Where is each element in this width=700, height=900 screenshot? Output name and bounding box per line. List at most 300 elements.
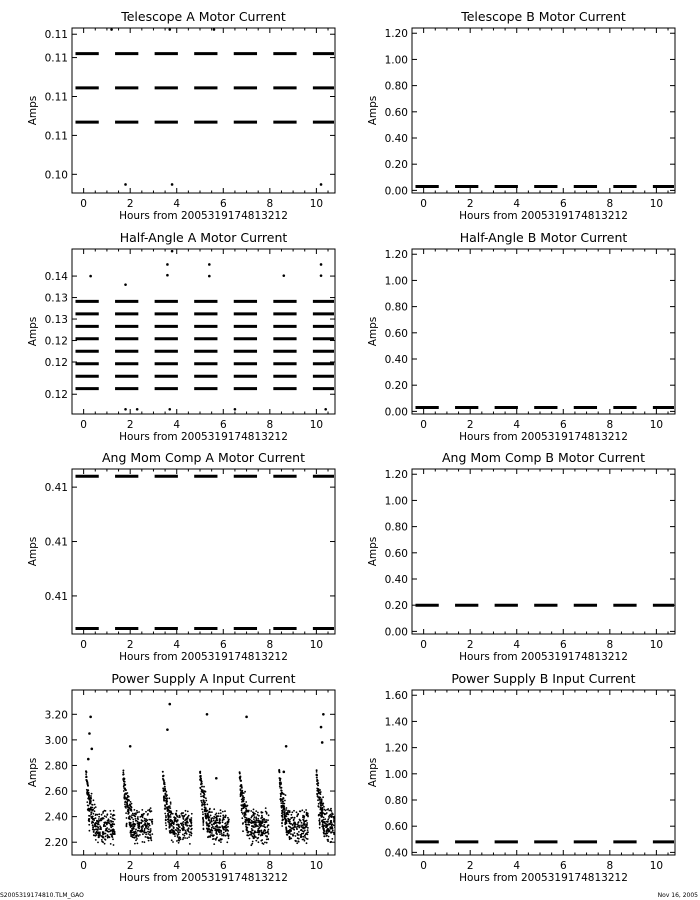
- data-point: [342, 809, 344, 811]
- data-point: [267, 825, 269, 827]
- data-point: [97, 829, 99, 831]
- data-point: [331, 810, 333, 812]
- data-point: [319, 818, 321, 820]
- data-point: [124, 784, 126, 786]
- data-point: [327, 819, 329, 821]
- data-point: [242, 797, 244, 799]
- data-point: [207, 829, 209, 831]
- data-point: [223, 834, 225, 836]
- outlier-point: [129, 745, 132, 748]
- data-point: [141, 829, 143, 831]
- data-point: [344, 827, 346, 829]
- data-point: [263, 831, 265, 833]
- data-point: [343, 836, 345, 838]
- data-point: [220, 830, 222, 832]
- data-point: [344, 824, 346, 826]
- data-point: [250, 810, 252, 812]
- data-point: [218, 813, 220, 815]
- data-point: [240, 780, 242, 782]
- data-point: [279, 771, 281, 773]
- data-point: [98, 816, 100, 818]
- data-point: [223, 828, 225, 830]
- data-point: [203, 803, 205, 805]
- x-tick-label: 2: [466, 419, 474, 431]
- data-point: [178, 840, 180, 842]
- x-tick-label: 6: [219, 639, 227, 651]
- y-tick-label: 0.11: [44, 29, 68, 42]
- chart-panel-8: [367, 671, 675, 884]
- data-point: [331, 838, 333, 840]
- outlier-point: [208, 275, 211, 278]
- data-point: [204, 813, 206, 815]
- data-point: [316, 774, 318, 776]
- data-point: [102, 811, 104, 813]
- chart-title: Power Supply A Input Current: [111, 671, 296, 686]
- y-tick-label: 0.41: [44, 536, 68, 549]
- y-tick-label: 0.00: [384, 406, 408, 419]
- data-point: [257, 818, 259, 820]
- data-point: [257, 830, 259, 832]
- data-point: [338, 828, 340, 830]
- data-point: [215, 814, 217, 816]
- data-point: [95, 814, 97, 816]
- data-point: [112, 823, 114, 825]
- data-point: [323, 806, 325, 808]
- data-point: [163, 798, 165, 800]
- data-point: [142, 816, 144, 818]
- x-tick-label: 4: [513, 419, 521, 431]
- data-point: [331, 816, 333, 818]
- data-point: [219, 823, 221, 825]
- outlier-point: [245, 716, 248, 719]
- data-point: [220, 815, 222, 817]
- data-point: [317, 784, 319, 786]
- data-point: [298, 825, 300, 827]
- data-point: [218, 828, 220, 830]
- data-point: [289, 811, 291, 813]
- data-point: [128, 817, 130, 819]
- data-point: [335, 819, 337, 821]
- data-point: [318, 806, 320, 808]
- data-point: [127, 805, 129, 807]
- data-point: [258, 832, 260, 834]
- data-point: [173, 826, 175, 828]
- data-point: [344, 830, 346, 832]
- data-point: [165, 816, 167, 818]
- data-point: [214, 822, 216, 824]
- data-point: [294, 823, 296, 825]
- data-point: [292, 824, 294, 826]
- data-point: [136, 810, 138, 812]
- data-point: [94, 810, 96, 812]
- data-point: [300, 826, 302, 828]
- data-point: [318, 789, 320, 791]
- x-tick-label: 2: [126, 639, 134, 651]
- data-point: [211, 811, 213, 813]
- data-point: [251, 820, 253, 822]
- data-point: [164, 808, 166, 810]
- data-point: [95, 834, 97, 836]
- data-point: [207, 814, 209, 816]
- data-point: [292, 827, 294, 829]
- data-point: [341, 824, 343, 826]
- data-point: [306, 824, 308, 826]
- plot-frame: [412, 249, 675, 414]
- data-point: [258, 841, 260, 843]
- data-point: [295, 840, 297, 842]
- data-point: [164, 789, 166, 791]
- data-point: [343, 822, 345, 824]
- data-point: [85, 773, 87, 775]
- y-tick-label: 1.20: [384, 469, 408, 482]
- data-point: [293, 819, 295, 821]
- data-point: [109, 836, 111, 838]
- data-point: [345, 821, 347, 823]
- data-point: [241, 810, 243, 812]
- data-point: [151, 821, 153, 823]
- data-point: [325, 835, 327, 837]
- data-point: [216, 815, 218, 817]
- outlier-point: [166, 274, 169, 277]
- data-point: [163, 775, 165, 777]
- data-point: [307, 834, 309, 836]
- data-point: [338, 831, 340, 833]
- data-point: [203, 795, 205, 797]
- data-point: [327, 839, 329, 841]
- x-tick-label: 0: [420, 860, 427, 872]
- data-point: [146, 828, 148, 830]
- outlier-point: [322, 713, 325, 716]
- data-point: [205, 818, 207, 820]
- data-point: [342, 840, 344, 842]
- data-point: [138, 811, 140, 813]
- data-point: [199, 772, 201, 774]
- data-point: [168, 821, 170, 823]
- y-axis-label: Amps: [27, 316, 39, 347]
- data-point: [326, 824, 328, 826]
- data-point: [102, 836, 104, 838]
- series-points: [75, 28, 334, 185]
- data-point: [261, 817, 263, 819]
- data-point: [151, 819, 153, 821]
- chart-panel-6: [367, 450, 675, 663]
- data-point: [202, 824, 204, 826]
- data-point: [135, 820, 137, 822]
- data-point: [241, 787, 243, 789]
- data-point: [287, 811, 289, 813]
- outlier-point: [88, 732, 91, 735]
- y-tick-label: 0.13: [44, 314, 68, 327]
- data-point: [105, 836, 107, 838]
- data-point: [129, 815, 131, 817]
- data-point: [168, 819, 170, 821]
- data-point: [249, 831, 251, 833]
- data-point: [150, 828, 152, 830]
- x-axis-label: Hours from 2005319174813212: [119, 210, 288, 222]
- data-point: [320, 791, 322, 793]
- y-tick-label: 0.00: [384, 626, 408, 639]
- data-point: [337, 822, 339, 824]
- data-point: [286, 831, 288, 833]
- data-point: [99, 828, 101, 830]
- data-point: [142, 813, 144, 815]
- data-point: [216, 826, 218, 828]
- data-point: [226, 841, 228, 843]
- data-point: [264, 842, 266, 844]
- x-tick-label: 0: [420, 419, 427, 431]
- data-point: [302, 815, 304, 817]
- data-point: [88, 820, 90, 822]
- data-point: [178, 833, 180, 835]
- data-point: [249, 834, 251, 836]
- chart-title: Half-Angle A Motor Current: [119, 230, 288, 245]
- data-point: [133, 828, 135, 830]
- data-point: [261, 831, 263, 833]
- plot-frame: [72, 469, 335, 634]
- data-point: [211, 824, 213, 826]
- data-point: [149, 834, 151, 836]
- data-point: [205, 814, 207, 816]
- data-point: [343, 820, 345, 822]
- data-point: [133, 834, 135, 836]
- data-point: [132, 813, 134, 815]
- data-point: [343, 838, 345, 840]
- data-point: [183, 824, 185, 826]
- data-point: [126, 802, 128, 804]
- data-point: [266, 842, 268, 844]
- data-point: [208, 831, 210, 833]
- data-point: [176, 810, 178, 812]
- data-point: [342, 835, 344, 837]
- y-tick-label: 0.80: [384, 301, 408, 314]
- y-axis-label: Amps: [27, 95, 39, 126]
- data-point: [228, 837, 230, 839]
- data-point: [303, 820, 305, 822]
- data-point: [190, 835, 192, 837]
- data-point: [93, 807, 95, 809]
- data-point: [241, 812, 243, 814]
- data-point: [343, 814, 345, 816]
- y-axis-label: Amps: [367, 536, 379, 567]
- x-tick-label: 10: [309, 860, 324, 872]
- outlier-point: [171, 183, 174, 186]
- outlier-point: [124, 183, 127, 186]
- data-point: [88, 794, 90, 796]
- data-point: [252, 833, 254, 835]
- data-point: [289, 830, 291, 832]
- data-point: [86, 801, 88, 803]
- data-point: [264, 829, 266, 831]
- data-point: [209, 829, 211, 831]
- data-point: [123, 778, 125, 780]
- data-point: [163, 800, 165, 802]
- data-point: [173, 816, 175, 818]
- data-point: [323, 833, 325, 835]
- data-point: [307, 829, 309, 831]
- x-tick-label: 2: [126, 419, 134, 431]
- data-point: [206, 823, 208, 825]
- data-point: [213, 818, 215, 820]
- data-point: [318, 792, 320, 794]
- x-tick-label: 8: [266, 419, 274, 431]
- data-point: [293, 829, 295, 831]
- data-point: [344, 828, 346, 830]
- data-point: [132, 819, 134, 821]
- data-point: [185, 810, 187, 812]
- data-point: [338, 824, 340, 826]
- data-point: [297, 822, 299, 824]
- data-point: [170, 803, 172, 805]
- data-point: [200, 800, 202, 802]
- chart-panel-5: [27, 450, 335, 663]
- data-point: [162, 787, 164, 789]
- x-tick-label: 4: [173, 639, 181, 651]
- data-point: [338, 826, 340, 828]
- data-point: [182, 815, 184, 817]
- data-point: [188, 836, 190, 838]
- chart-panel-7: [27, 671, 346, 884]
- data-point: [344, 832, 346, 834]
- data-point: [304, 836, 306, 838]
- data-point: [246, 827, 248, 829]
- outlier-point: [124, 283, 127, 286]
- data-point: [304, 840, 306, 842]
- data-point: [279, 785, 281, 787]
- data-point: [267, 830, 269, 832]
- data-point: [145, 836, 147, 838]
- data-point: [344, 820, 346, 822]
- data-point: [205, 797, 207, 799]
- y-tick-label: 1.40: [384, 716, 408, 729]
- data-point: [340, 829, 342, 831]
- data-point: [172, 832, 174, 834]
- data-point: [147, 831, 149, 833]
- y-axis-label: Amps: [27, 536, 39, 567]
- data-point: [266, 813, 268, 815]
- y-tick-label: 2.40: [44, 811, 68, 824]
- y-tick-label: 3.00: [44, 734, 68, 747]
- data-point: [303, 827, 305, 829]
- data-point: [239, 773, 241, 775]
- data-point: [92, 826, 94, 828]
- data-point: [264, 821, 266, 823]
- data-point: [178, 842, 180, 844]
- x-tick-label: 2: [466, 198, 474, 210]
- data-point: [137, 843, 139, 845]
- data-point: [168, 797, 170, 799]
- chart-panel-3: [27, 230, 335, 443]
- data-point: [101, 839, 103, 841]
- data-point: [201, 808, 203, 810]
- y-tick-label: 0.13: [44, 292, 68, 305]
- data-point: [242, 822, 244, 824]
- x-tick-label: 0: [80, 419, 87, 431]
- data-point: [144, 828, 146, 830]
- data-point: [183, 827, 185, 829]
- data-point: [94, 804, 96, 806]
- data-point: [328, 836, 330, 838]
- data-point: [124, 781, 126, 783]
- data-point: [140, 831, 142, 833]
- data-point: [98, 818, 100, 820]
- data-point: [148, 837, 150, 839]
- data-point: [330, 821, 332, 823]
- data-point: [245, 820, 247, 822]
- data-point: [175, 813, 177, 815]
- data-point: [141, 826, 143, 828]
- data-point: [103, 825, 105, 827]
- data-point: [323, 835, 325, 837]
- y-tick-label: 0.11: [44, 130, 68, 143]
- data-point: [247, 824, 249, 826]
- data-point: [113, 844, 115, 846]
- y-tick-label: 1.20: [384, 28, 408, 41]
- data-point: [107, 835, 109, 837]
- data-point: [93, 831, 95, 833]
- data-point: [89, 818, 91, 820]
- data-point: [105, 810, 107, 812]
- data-point: [301, 829, 303, 831]
- y-axis-label: Amps: [27, 757, 39, 788]
- data-point: [97, 827, 99, 829]
- data-point: [265, 807, 267, 809]
- data-point: [200, 778, 202, 780]
- data-point: [165, 819, 167, 821]
- x-tick-label: 2: [126, 860, 134, 872]
- y-tick-label: 0.80: [384, 521, 408, 534]
- chart-panel-1: [27, 9, 335, 222]
- data-point: [319, 796, 321, 798]
- series-points: [75, 476, 334, 628]
- data-point: [112, 818, 114, 820]
- data-point: [89, 815, 91, 817]
- y-tick-label: 0.12: [44, 335, 68, 348]
- chart-title: Ang Mom Comp A Motor Current: [102, 450, 305, 465]
- data-point: [255, 818, 257, 820]
- data-point: [329, 831, 331, 833]
- data-point: [341, 833, 343, 835]
- data-point: [126, 823, 128, 825]
- data-point: [211, 827, 213, 829]
- data-point: [335, 817, 337, 819]
- footer-filename: S2005319174810.TLM_GAO: [0, 892, 84, 899]
- data-point: [342, 833, 344, 835]
- data-point: [184, 830, 186, 832]
- data-point: [132, 821, 134, 823]
- data-point: [295, 835, 297, 837]
- data-point: [339, 829, 341, 831]
- data-point: [291, 814, 293, 816]
- data-point: [87, 785, 89, 787]
- data-point: [90, 813, 92, 815]
- data-point: [134, 843, 136, 845]
- data-point: [333, 832, 335, 834]
- data-point: [168, 812, 170, 814]
- data-point: [284, 810, 286, 812]
- plot-frame: [412, 28, 675, 193]
- outlier-point: [89, 275, 92, 278]
- data-point: [343, 817, 345, 819]
- data-point: [204, 808, 206, 810]
- data-point: [321, 816, 323, 818]
- data-point: [110, 816, 112, 818]
- data-point: [284, 816, 286, 818]
- data-point: [263, 819, 265, 821]
- data-point: [281, 822, 283, 824]
- data-point: [135, 835, 137, 837]
- data-point: [250, 844, 252, 846]
- data-point: [87, 782, 89, 784]
